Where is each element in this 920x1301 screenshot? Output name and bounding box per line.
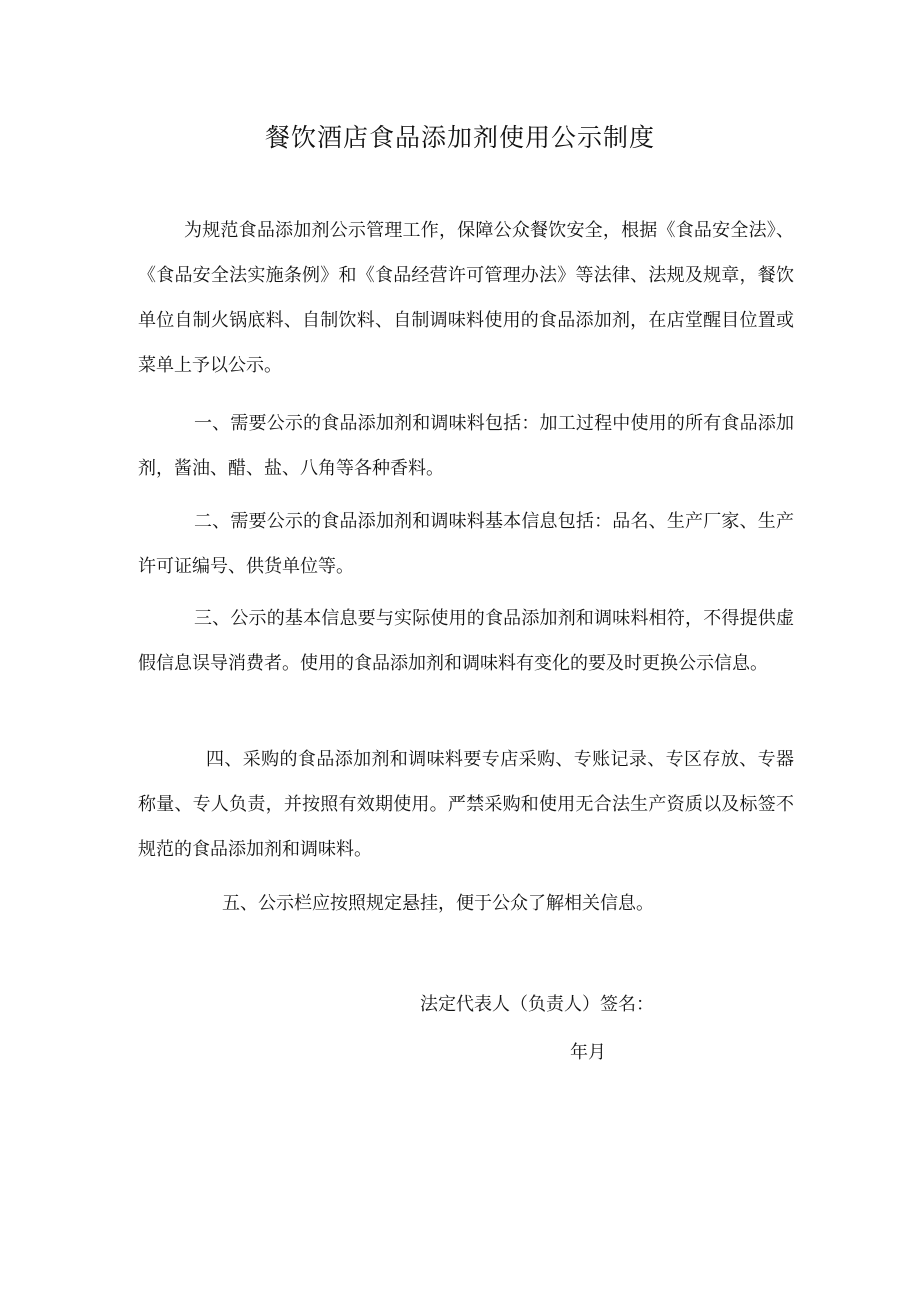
clause-4-paragraph: 四、采购的食品添加剂和调味料要专店采购、专账记录、专区存放、专器称量、专人负责，并按照有效期使用。严禁采购和使用无合法生产资质以及标签不规范的食品添加剂和调味料。 — [138, 749, 794, 860]
clause-1-paragraph: 一、需要公示的食品添加剂和调味料包括：加工过程中使用的所有食品添加剂，酱油、醋、盐、八角等各种香料。 — [138, 413, 794, 479]
date-line: 年月 — [570, 1042, 606, 1063]
document-title: 餐饮酒店食品添加剂使用公示制度 — [264, 123, 655, 152]
clause-5-paragraph: 五、公示栏应按照规定悬挂，便于公众了解相关信息。 — [222, 893, 654, 914]
intro-paragraph: 为规范食品添加剂公示管理工作，保障公众餐饮安全，根据《食品安全法》、《食品安全法实施条例》和《食品经营许可管理办法》等法律、法规及规章，餐饮单位自制火锅底料、自制饮料、自制调味料使用的食品添加剂，在店堂醒目位置或菜单上予以公示。 — [138, 220, 794, 376]
clause-2-paragraph: 二、需要公示的食品添加剂和调味料基本信息包括：品名、生产厂家、生产许可证编号、供货单位等。 — [138, 511, 794, 577]
clause-3-paragraph: 三、公示的基本信息要与实际使用的食品添加剂和调味料相符，不得提供虚假信息误导消费者。使用的食品添加剂和调味料有变化的要及时更换公示信息。 — [138, 608, 794, 674]
signature-line: 法定代表人（负责人）签名： — [420, 994, 654, 1015]
